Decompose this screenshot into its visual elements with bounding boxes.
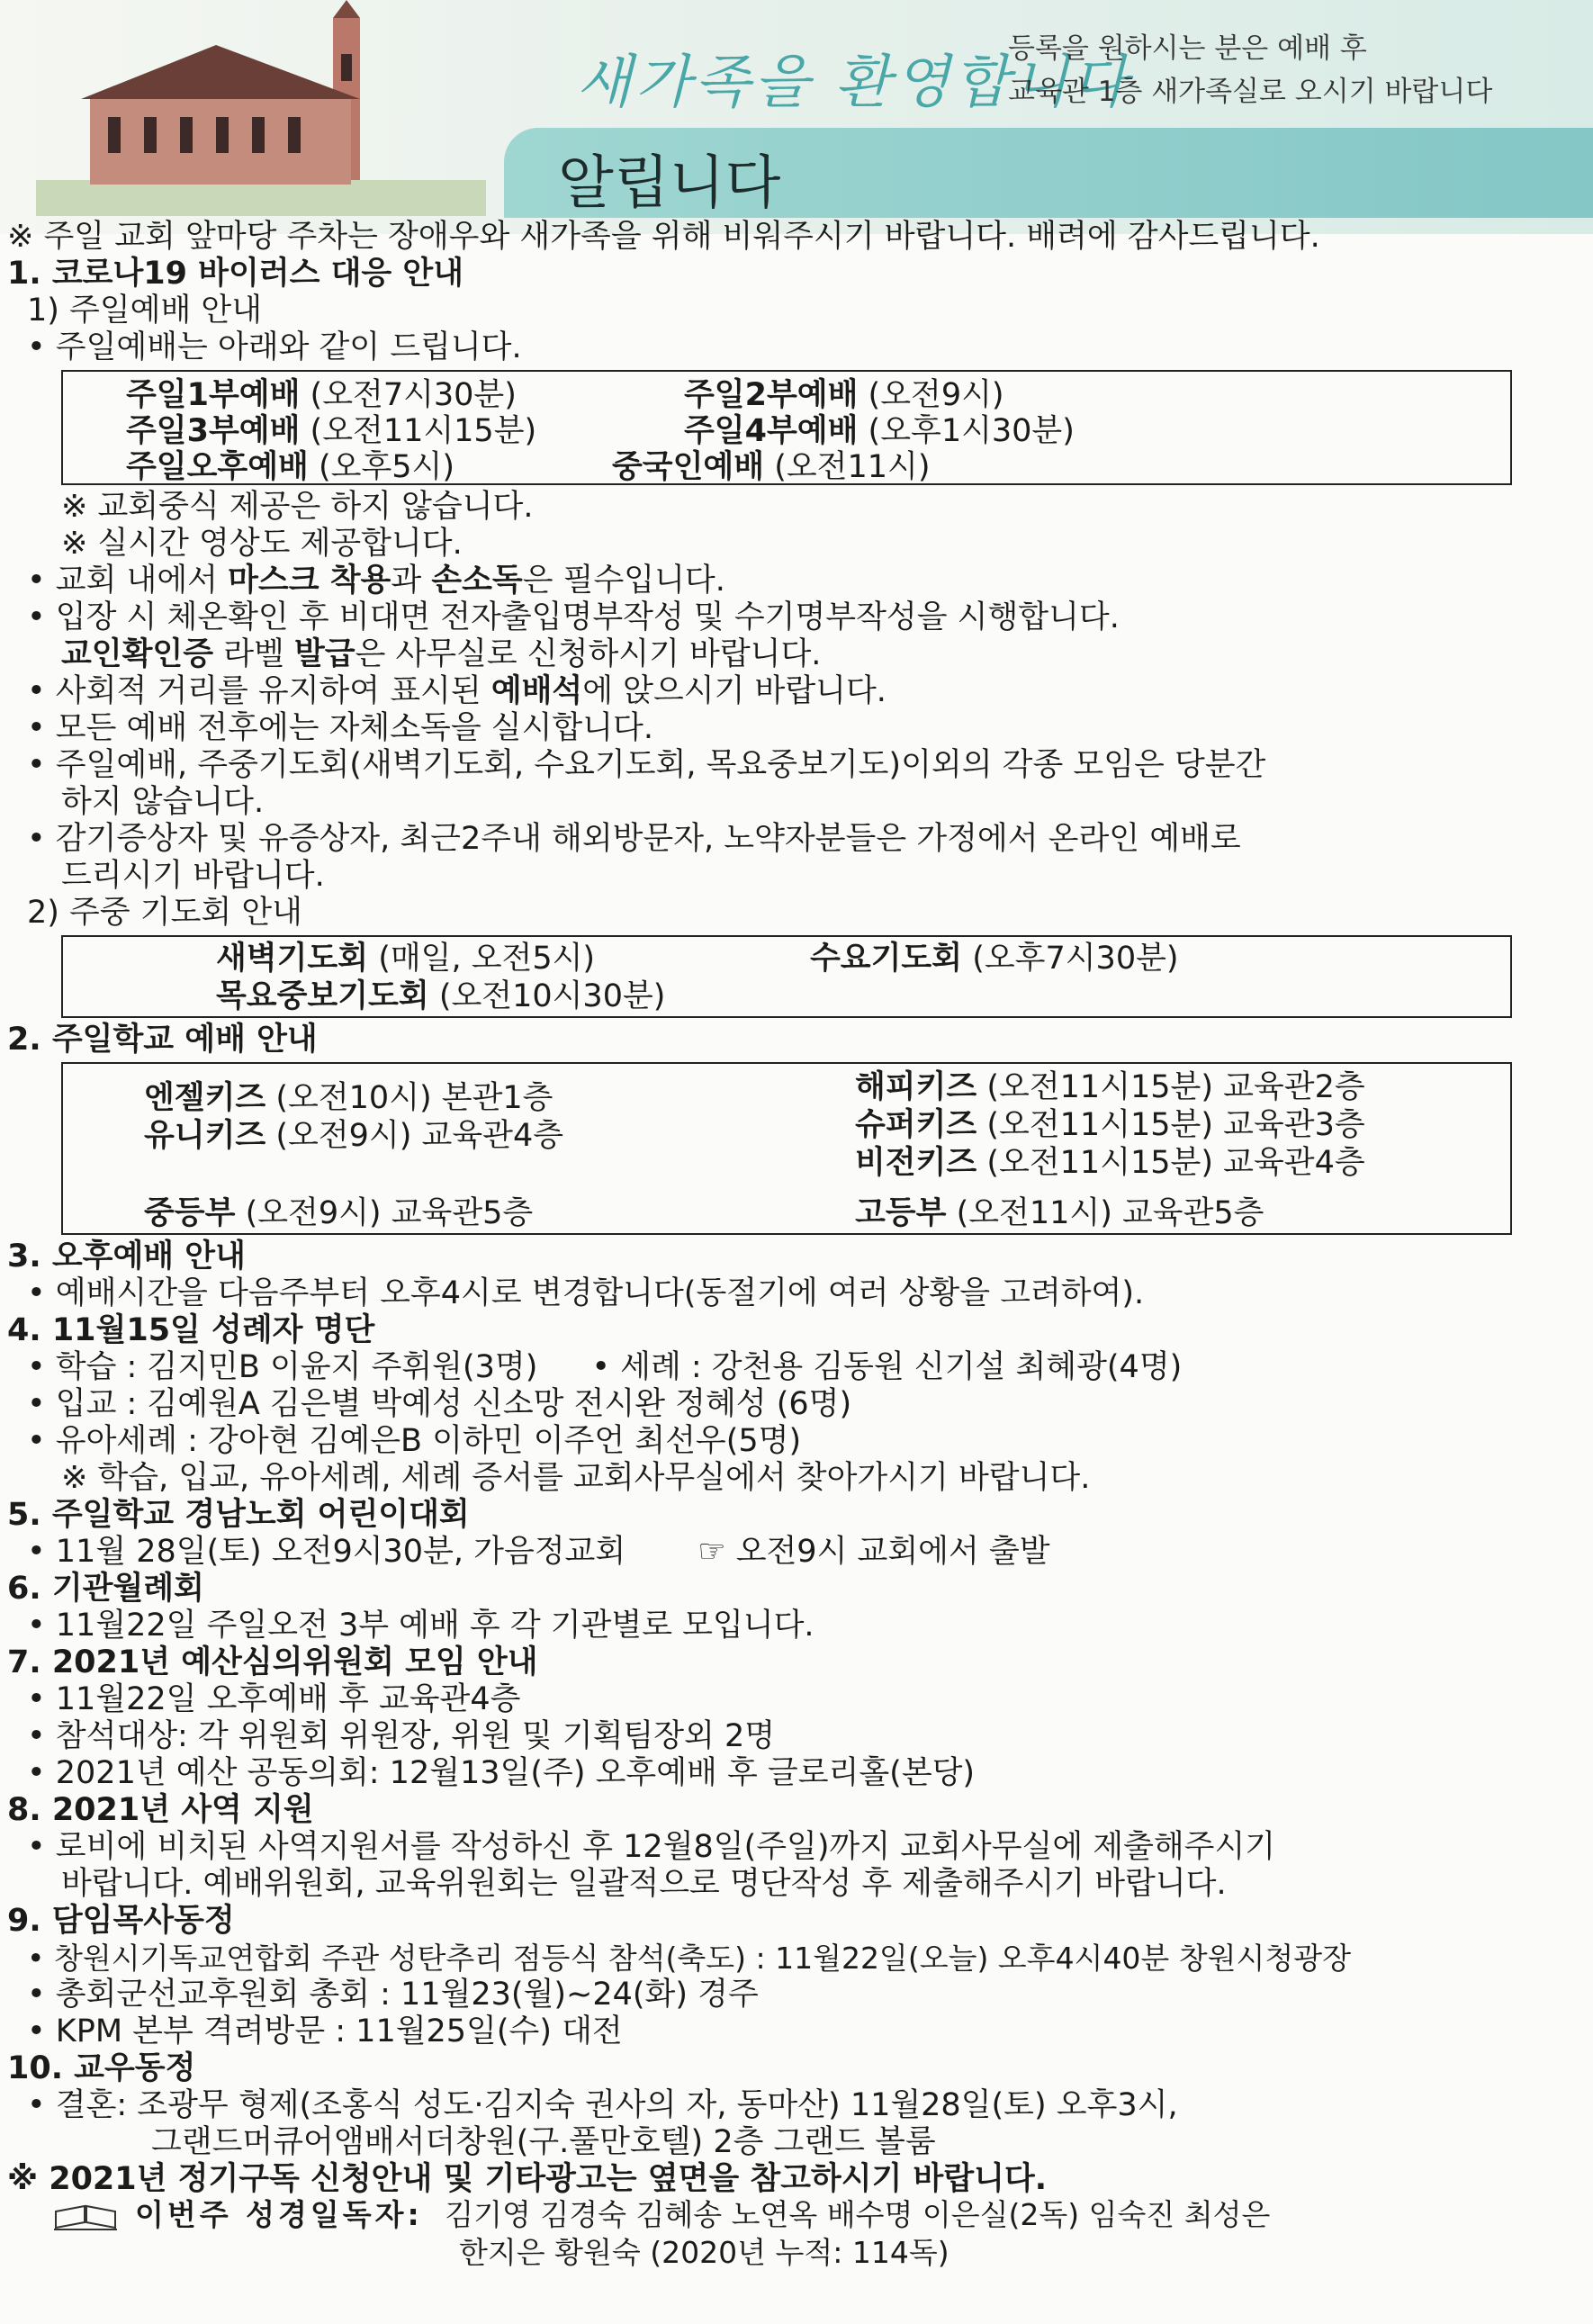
welcome-title: 새가족을 환영합니다 [576,50,1131,116]
bible-reading-footer [54,2196,1584,2272]
worship-2: 주일2부예배 (오전9시) [684,377,1004,413]
section-4-title: 4. 11월15일 성례자 명단 [7,1312,375,1348]
section-4-line-2: • 입교 : 김예원A 김은별 박예성 신소망 전시완 정혜성 (6명) [27,1386,852,1422]
section-10-line-2: 그랜드머큐어앰배서더창원(구.풀만호텔) 2층 그랜드 볼룸 [151,2124,936,2160]
notice-banner [504,128,1593,218]
section-7-line-2: • 참석대상: 각 위원회 위원장, 위원 및 기획팀장외 2명 [27,1718,776,1754]
section-9-line-1: • 창원시기독교연합회 주관 성탄추리 점등식 참석(축도) : 11월22일(오늘) 오후4시40분 창원시청광장 [27,1941,1352,1976]
book-icon [54,2202,117,2231]
footer-names-2: 한지은 황원숙 (2020년 누적: 114독) [459,2235,950,2270]
announcements [7,219,1573,2198]
kids-super: 슈퍼키즈 (오전11시15분) 교육관3층 [855,1107,1365,1143]
section-7-title: 7. 2021년 예산심의위원회 모임 안내 [7,1644,538,1680]
prayer-thursday: 목요중보기도회 (오전10시30분) [216,978,666,1014]
section-9-title: 9. 담임목사동정 [7,1903,235,1939]
prayer-wednesday: 수요기도회 (오후7시30분) [810,941,1179,977]
section-8-line-2: 바랍니다. 예배위원회, 교육위원회는 일괄적으로 명단작성 후 제출해주시기 바랍니다. [61,1866,1227,1902]
section-10-title: 10. 교우동정 [7,2050,196,2086]
section-4-line-1: • 학습 : 김지민B 이윤지 주휘원(3명) • 세례 : 강천용 김동원 신기설 최혜광(4명) [27,1349,1183,1385]
high-school: 고등부 (오전11시) 교육관5층 [855,1195,1264,1231]
footer-names-1: 김기영 김경숙 김혜송 노연옥 배수명 이은실(2독) 임숙진 최성은 [445,2197,1271,2232]
worship-3: 주일3부예배 (오전11시15분) [126,413,537,449]
section-1-title: 1. 코로나19 바이러스 대응 안내 [7,256,464,292]
note-lunch: ※ 교회중식 제공은 하지 않습니다. [61,489,534,525]
note-streaming: ※ 실시간 영상도 제공합니다. [61,526,463,562]
section-10-line-1: • 결혼: 조광무 형제(조홍식 성도·김지숙 권사의 자, 동마산) 11월28일(토) 오후3시, [27,2087,1178,2123]
section-3-title: 3. 오후예배 안내 [7,1239,246,1275]
footer-line-1 [54,2196,1584,2234]
section-5-title: 5. 주일학교 경남노회 어린이대회 [7,1497,470,1533]
middle-school: 중등부 (오전9시) 교육관5층 [144,1195,534,1231]
section-4-line-3: • 유아세례 : 강아현 김예은B 이하민 이주언 최선우(5명) [27,1423,802,1459]
worship-schedule-box [61,370,1512,485]
subscription-note: ※ 2021년 정기구독 신청안내 및 기타광고는 옆면을 참고하시기 바랍니다. [7,2161,1048,2197]
section-8-line-1: • 로비에 비치된 사역지원서를 작성하신 후 12월8일(주일)까지 교회사무실에 제출해주시기 [27,1829,1276,1865]
header [0,0,1593,234]
footer-label: 이번주 성경일독자: [135,2197,423,2232]
section-7-line-3: • 2021년 예산 공동의회: 12월13일(주) 오후예배 후 글로리홀(본당) [27,1755,976,1791]
section-7-line-1: • 11월22일 오후예배 후 교육관4층 [27,1681,521,1717]
section-1-sub-2: 2) 주중 기도회 안내 [27,895,302,931]
disinfect-notice: • 모든 예배 전후에는 자체소독을 실시합니다. [27,710,653,746]
distance-notice: • 사회적 거리를 유지하여 표시된 예배석에 앉으시기 바랍니다. [27,673,886,709]
kids-vision: 비전키즈 (오전11시15분) 교육관4층 [855,1145,1365,1181]
worship-6: 중국인예배 (오전11시) [612,449,931,485]
prayer-schedule-box [61,935,1512,1018]
cold-notice: • 감기증상자 및 유증상자, 최근2주내 해외방문자, 노약자분들은 가정에서 온라인 예배로 [27,821,1241,857]
sunday-school-box [61,1062,1512,1235]
registration-line-2: 교육관 1층 새가족실로 오시기 바랍니다 [1008,76,1493,108]
banner-title: 알립니다 [558,150,781,217]
gathering-notice-cont: 하지 않습니다. [61,784,265,820]
worship-5: 주일오후예배 (오후5시) [126,449,455,485]
section-8-title: 8. 2021년 사역 지원 [7,1792,314,1828]
registration-line-1: 등록을 원하시는 분은 예배 후 [1008,32,1367,65]
section-5-line-1: • 11월 28일(토) 오전9시30분, 가음정교회 ☞ 오전9시 교회에서 출발 [27,1534,1050,1570]
parking-notice: ※ 주일 교회 앞마당 주차는 장애우와 새가족을 위해 비워주시기 바랍니다. 배려에 감사드립니다. [7,219,1320,255]
prayer-dawn: 새벽기도회 (매일, 오전5시) [216,941,596,977]
registration-notice [1008,27,1492,113]
cold-notice-cont: 드리시기 바랍니다. [61,858,325,894]
section-9-line-3: • KPM 본부 격려방문 : 11월25일(수) 대전 [27,2013,623,2049]
worship-1: 주일1부예배 (오전7시30분) [126,377,517,413]
section-6-title: 6. 기관월례회 [7,1571,204,1607]
section-9-line-2: • 총회군선교후원회 총회 : 11월23(월)~24(화) 경주 [27,1977,759,2013]
kids-uni: 유니키즈 (오전9시) 교육관4층 [144,1118,564,1154]
mask-notice: • 교회 내에서 마스크 착용과 손소독은 필수입니다. [27,563,725,599]
section-6-line-1: • 11월22일 주일오전 3부 예배 후 각 기관별로 모입니다. [27,1608,814,1644]
section-2-title: 2. 주일학교 예배 안내 [7,1022,318,1058]
church-icon [36,0,486,216]
section-1-bullet-0: • 주일예배는 아래와 같이 드립니다. [27,329,522,365]
section-4-note: ※ 학습, 입교, 유아세례, 세례 증서를 교회사무실에서 찾아가시기 바랍니다. [61,1460,1091,1496]
kids-angel: 엔젤키즈 (오전10시) 본관1층 [144,1080,554,1116]
worship-4: 주일4부예배 (오후1시30분) [684,413,1075,449]
member-label-notice: 교인확인증 라벨 발급은 사무실로 신청하시기 바랍니다. [61,636,822,672]
section-1-sub-1: 1) 주일예배 안내 [27,293,263,329]
kids-happy: 해피키즈 (오전11시15분) 교육관2층 [855,1069,1365,1105]
church-illustration [36,0,486,216]
entry-notice: • 입장 시 체온확인 후 비대면 전자출입명부작성 및 수기명부작성을 시행합니다. [27,599,1120,635]
section-3-line-1: • 예배시간을 다음주부터 오후4시로 변경합니다(동절기에 여러 상황을 고려하여). [27,1275,1145,1311]
gathering-notice: • 주일예배, 주중기도회(새벽기도회, 수요기도회, 목요중보기도)이외의 각종 모임은 당분간 [27,747,1266,783]
